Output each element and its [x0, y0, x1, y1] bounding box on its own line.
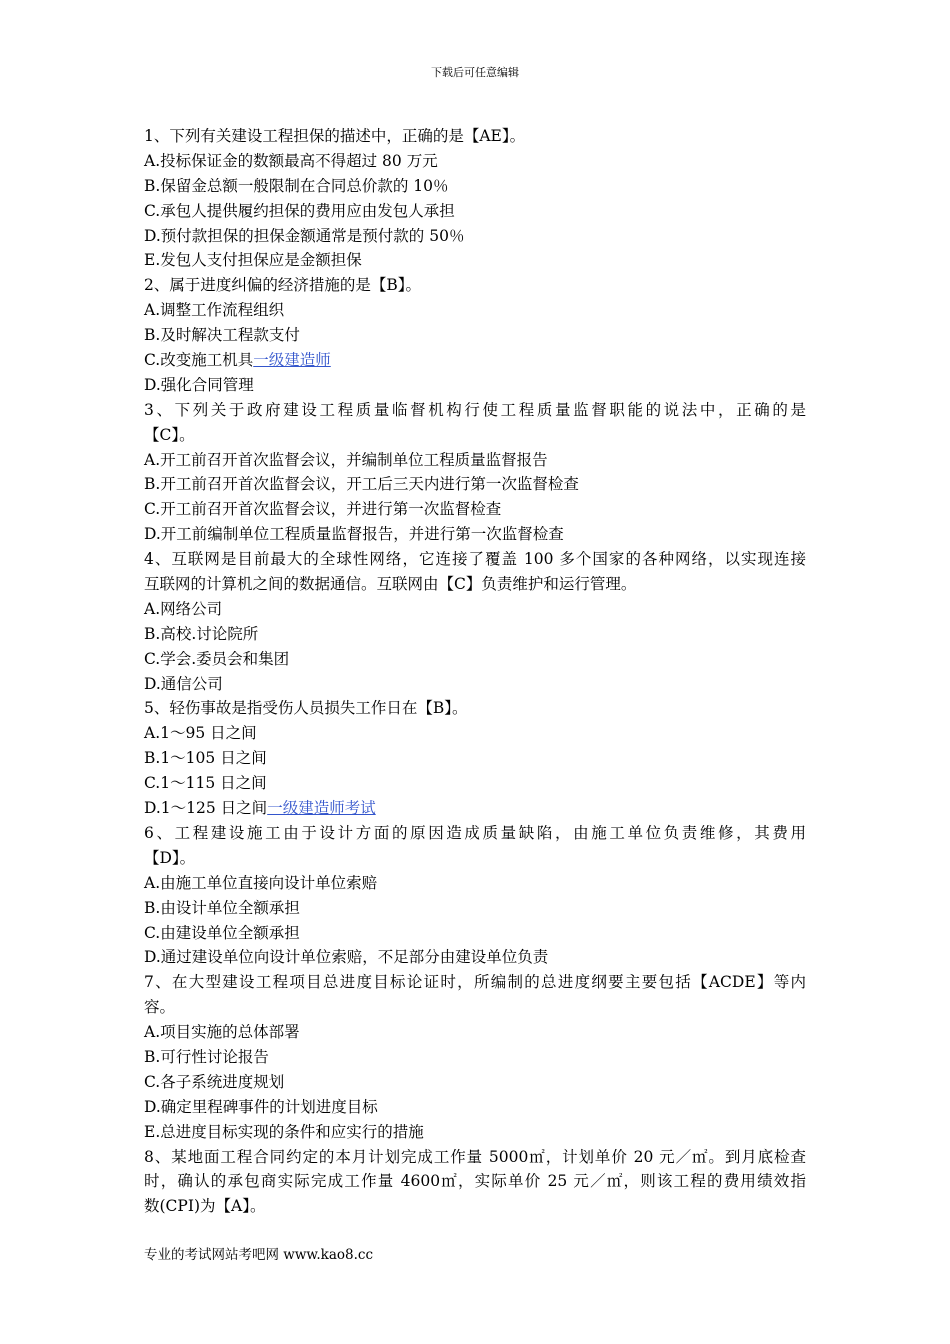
line-text: A.投标保证金的数额最高不得超过 80 万元: [144, 151, 438, 170]
text-line: [144, 497, 806, 522]
line-text: D.确定里程碑事件的计划进度目标: [144, 1097, 378, 1116]
line-text: D.开工前编制单位工程质量监督报告，并进行第一次监督检查: [144, 525, 564, 544]
text-line: [144, 224, 806, 249]
line-text: B.可行性讨论报告: [144, 1047, 269, 1066]
text-line: [144, 970, 806, 995]
text-line: [144, 871, 806, 896]
text-line: [144, 896, 806, 921]
text-line: [144, 423, 806, 448]
line-text: 5、轻伤事故是指受伤人员损失工作日在【B】。: [144, 699, 468, 718]
line-text: D.通过建设单位向设计单位索赔，不足部分由建设单位负责: [144, 948, 549, 967]
line-text: 【D】。: [144, 848, 196, 867]
line-text: 4、互联网是目前最大的全球性网络，它连接了覆盖 100 多个国家的各种网络，以实现连接: [144, 550, 806, 569]
line-text: 互联网的计算机之间的数据通信。互联网由【C】负责维护和运行管理。: [144, 575, 637, 594]
text-line: [144, 1120, 806, 1145]
text-line: [144, 572, 806, 597]
text-line: [144, 1095, 806, 1120]
inline-link[interactable]: 一级建造师: [253, 351, 331, 370]
line-text: A.项目实施的总体部署: [144, 1023, 300, 1042]
line-text: C.承包人提供履约担保的费用应由发包人承担: [144, 201, 455, 220]
text-line: [144, 597, 806, 622]
text-line: [144, 846, 806, 871]
text-line: [144, 248, 806, 273]
line-text: B.高校.讨论院所: [144, 624, 259, 643]
text-line: [144, 149, 806, 174]
line-text: B.由设计单位全额承担: [144, 898, 300, 917]
text-line: [144, 298, 806, 323]
line-text: B.保留金总额一般限制在合同总价款的 10％: [144, 176, 449, 195]
text-line: [144, 448, 806, 473]
line-text: C.由建设单位全额承担: [144, 923, 300, 942]
line-text: C.学会.委员会和集团: [144, 649, 290, 668]
line-text: E.发包人支付担保应是金额担保: [144, 251, 362, 270]
line-text: 容。: [144, 998, 176, 1017]
text-line: [144, 273, 806, 298]
line-text: A.开工前召开首次监督会议，并编制单位工程质量监督报告: [144, 450, 548, 469]
text-line: [144, 771, 806, 796]
text-line: [144, 398, 806, 423]
line-text: A.1～95 日之间: [144, 724, 257, 743]
line-text: 8、某地面工程合同约定的本月计划完成工作量 5000㎡，计划单价 20 元／㎡。到月底检查: [144, 1147, 806, 1166]
text-line: [144, 921, 806, 946]
line-text: 2、属于进度纠偏的经济措施的是【B】。: [144, 276, 422, 295]
text-line: [144, 1145, 806, 1170]
line-text: A.由施工单位直接向设计单位索赔: [144, 873, 378, 892]
text-line: [144, 1169, 806, 1194]
inline-link[interactable]: 一级建造师考试: [267, 799, 376, 818]
line-text: A.网络公司: [144, 599, 223, 618]
line-text: 1、下列有关建设工程担保的描述中，正确的是【AE】。: [144, 127, 526, 145]
line-text: 【C】。: [144, 425, 195, 444]
text-line: [144, 1045, 806, 1070]
line-text: B.1～105 日之间: [144, 749, 267, 768]
line-text: A.调整工作流程组织: [144, 301, 285, 320]
text-line: [144, 174, 806, 199]
line-text: 6、工程建设施工由于设计方面的原因造成质量缺陷，由施工单位负责维修，其费用: [144, 823, 806, 842]
text-line: [144, 622, 806, 647]
text-line: [144, 821, 806, 846]
text-line: [144, 348, 806, 373]
line-text: B.开工前召开首次监督会议，开工后三天内进行第一次监督检查: [144, 475, 579, 494]
text-line: [144, 124, 806, 149]
text-line: [144, 1194, 806, 1219]
text-line: [144, 696, 806, 721]
line-text: 时，确认的承包商实际完成工作量 4600㎡，实际单价 25 元／㎡，则该工程的费用绩效指: [144, 1172, 806, 1191]
line-text: D.强化合同管理: [144, 375, 254, 394]
text-line: [144, 746, 806, 771]
text-line: [144, 522, 806, 547]
line-text: 3、下列关于政府建设工程质量临督机构行使工程质量监督职能的说法中，正确的是: [144, 400, 806, 419]
text-line: [144, 796, 806, 821]
text-line: [144, 472, 806, 497]
text-line: [144, 199, 806, 224]
text-line: [144, 672, 806, 697]
line-text: C.各子系统进度规划: [144, 1072, 285, 1091]
text-line: [144, 323, 806, 348]
page-header: 下载后可任意编辑: [431, 66, 519, 79]
document-body: [144, 124, 806, 1219]
line-text: C.1～115 日之间: [144, 774, 267, 793]
line-text: B.及时解决工程款支付: [144, 326, 300, 345]
text-line: [144, 1020, 806, 1045]
text-line: [144, 995, 806, 1020]
line-text: 7、在大型建设工程项目总进度目标论证时，所编制的总进度纲要主要包括【ACDE】等内: [144, 973, 806, 992]
text-line: [144, 945, 806, 970]
line-text: D.通信公司: [144, 674, 223, 693]
line-text: D.预付款担保的担保金额通常是预付款的 50％: [144, 226, 465, 245]
line-text: 数(CPI)为【A】。: [144, 1197, 266, 1216]
line-text: D.1～125 日之间: [144, 799, 268, 818]
line-text: C.改变施工机具: [144, 351, 254, 370]
text-line: [144, 373, 806, 398]
page-footer: 专业的考试网站考吧网 www.kao8.cc: [144, 1247, 374, 1263]
line-text: C.开工前召开首次监督会议，并进行第一次监督检查: [144, 500, 502, 519]
text-line: [144, 1070, 806, 1095]
text-line: [144, 547, 806, 572]
line-text: E.总进度目标实现的条件和应实行的措施: [144, 1122, 424, 1141]
text-line: [144, 647, 806, 672]
text-line: [144, 721, 806, 746]
